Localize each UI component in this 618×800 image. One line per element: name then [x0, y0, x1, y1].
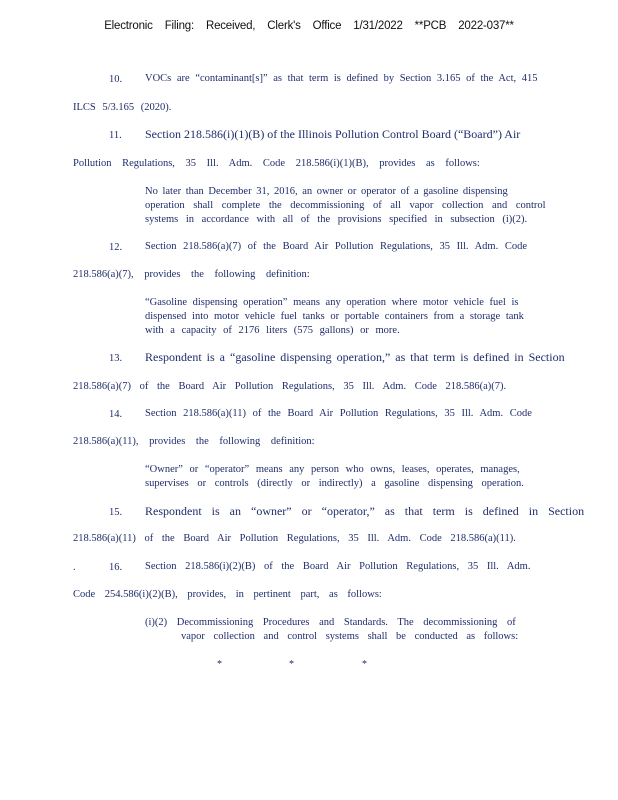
block-quote-line: “Owner” or “operator” means any person who owns, leases, operates, manages, — [145, 464, 520, 475]
paragraph-number: 16. — [109, 562, 123, 573]
paragraph-11-line: Section 218.586(i)(1)(B) of the Illinois Pollution Control Board (“Board”) Air — [145, 127, 521, 141]
paragraph-number: 14. — [109, 409, 123, 420]
paragraph-12-line: 218.586(a)(7), provides the following definition: — [73, 269, 310, 280]
paragraph-16-line: Section 218.586(i)(2)(B) of the Board Air Pollution Regulations, 35 Ill. Adm. — [145, 561, 531, 572]
paragraph-10-line: ILCS 5/3.165 (2020). — [73, 102, 172, 113]
block-quote-line: (i)(2) Decommissioning Procedures and Standards. The decommissioning of — [145, 617, 516, 628]
block-quote-line: with a capacity of 2176 liters (575 gallons) or more. — [145, 325, 400, 336]
paragraph-number: 12. — [109, 242, 123, 253]
paragraph-13-line: 218.586(a)(7) of the Board Air Pollution Regulations, 35 Ill. Adm. Code 218.586(a)(7). — [73, 381, 507, 392]
star: * — [217, 659, 222, 670]
block-quote-line: systems in accordance with all of the provisions specified in subsection (i)(2). — [145, 214, 528, 225]
filing-header: Electronic Filing: Received, Clerk's Office 1/31/2022 **PCB 2022-037** — [104, 20, 514, 32]
paragraph-number: 13. — [109, 353, 123, 364]
block-quote-line: vapor collection and control systems shall be conducted as follows: — [181, 631, 519, 642]
paragraph-12-line: Section 218.586(a)(7) of the Board Air Pollution Regulations, 35 Ill. Adm. Code — [145, 241, 528, 252]
paragraph-11-line: Pollution Regulations, 35 Ill. Adm. Code 218.586(i)(1)(B), provides as follows: — [73, 158, 480, 169]
paragraph-number: 11. — [109, 130, 122, 141]
block-quote-line: operation shall complete the decommissioning of all vapor collection and control — [145, 200, 546, 211]
block-quote-line: No later than December 31, 2016, an owner or operator of a gasoline dispensing — [145, 186, 508, 197]
block-quote-line: dispensed into motor vehicle fuel tanks or portable containers from a storage tank — [145, 311, 524, 322]
paragraph-16-line: Code 254.586(i)(2)(B), provides, in pertinent part, as follows: — [73, 589, 382, 600]
paragraph-15-line: 218.586(a)(11) of the Board Air Pollution Regulations, 35 Ill. Adm. Code 218.586(a)(11). — [73, 533, 516, 544]
paragraph-number: 10. — [109, 74, 123, 85]
paragraph-10-line: VOCs are “contaminant[s]” as that term is defined by Section 3.165 of the Act, 415 — [145, 73, 538, 84]
paragraph-14-line: Section 218.586(a)(11) of the Board Air Pollution Regulations, 35 Ill. Adm. Code — [145, 408, 532, 419]
paragraph-15-line: Respondent is an “owner” or “operator,” as that term is defined in Section — [145, 504, 585, 518]
paragraph-number: 15. — [109, 507, 123, 518]
margin-mark: . — [73, 562, 76, 573]
block-quote-line: “Gasoline dispensing operation” means any operation where motor vehicle fuel is — [145, 297, 519, 308]
paragraph-13-line: Respondent is a “gasoline dispensing operation,” as that term is defined in Section — [145, 350, 565, 364]
star: * — [362, 659, 367, 670]
paragraph-14-line: 218.586(a)(11), provides the following definition: — [73, 436, 315, 447]
star: * — [289, 659, 294, 670]
block-quote-line: supervises or controls (directly or indirectly) a gasoline dispensing operation. — [145, 478, 524, 489]
